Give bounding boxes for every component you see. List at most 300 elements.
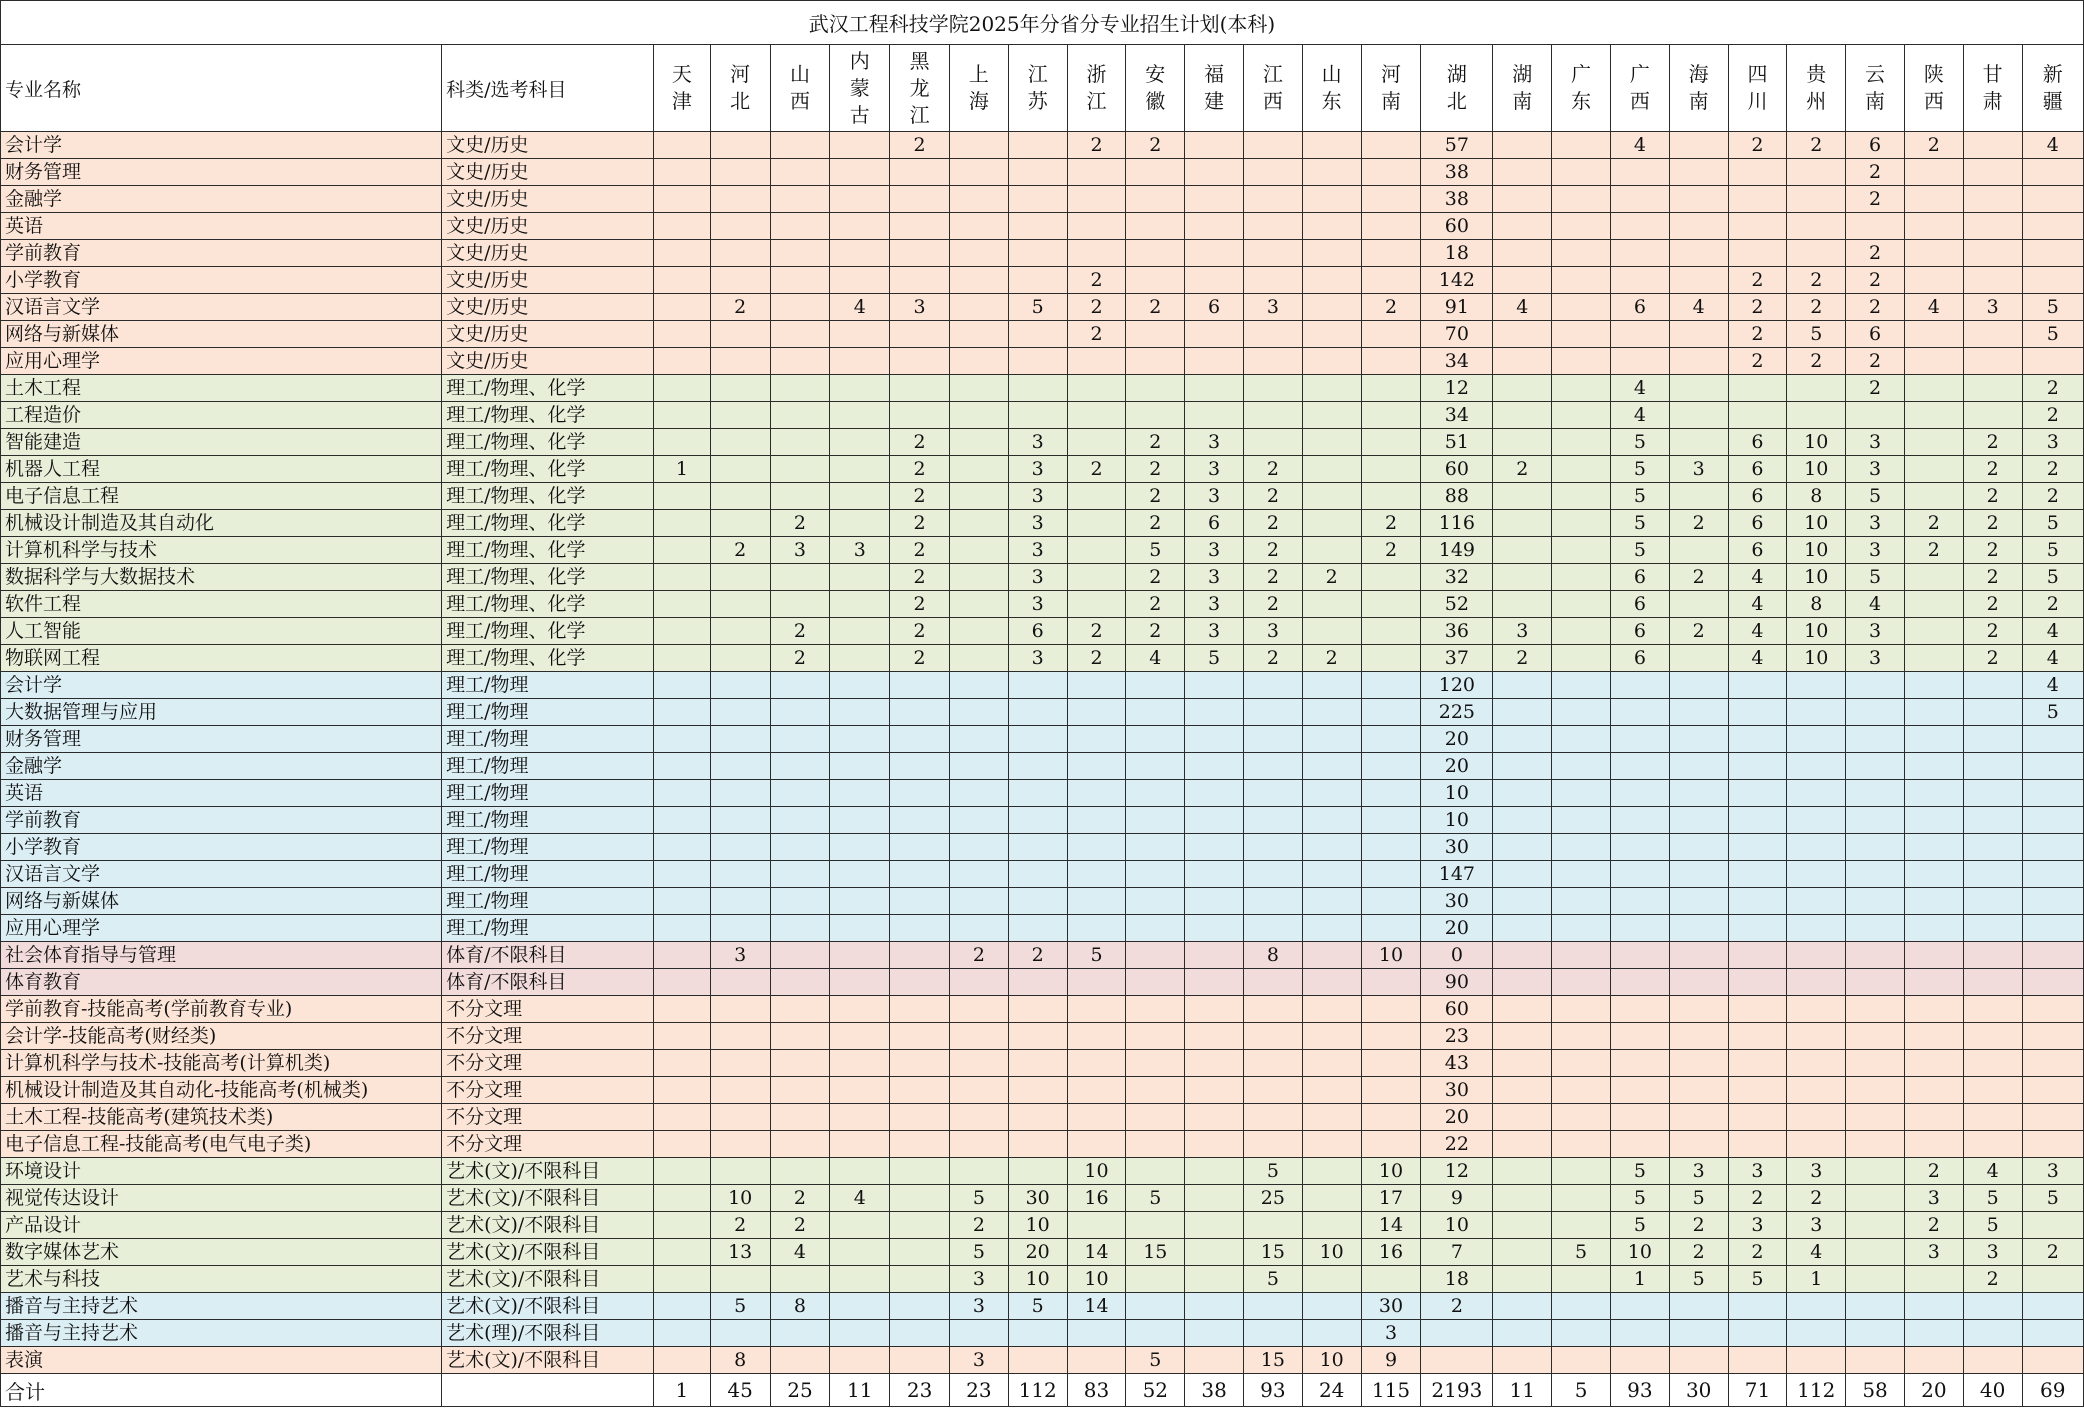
quota-cell (1302, 834, 1361, 861)
quota-cell (1963, 807, 2022, 834)
quota-cell (1243, 1131, 1302, 1158)
quota-cell (2022, 834, 2083, 861)
quota-cell (1552, 537, 1611, 564)
quota-cell: 3 (1846, 537, 1905, 564)
quota-cell: 6 (1610, 591, 1669, 618)
quota-cell (1552, 996, 1611, 1023)
quota-cell: 20 (1421, 753, 1493, 780)
quota-cell (1126, 780, 1185, 807)
quota-cell (1493, 1293, 1552, 1320)
quota-cell (1904, 1131, 1963, 1158)
table-row (1, 699, 2084, 726)
quota-cell: 70 (1421, 321, 1493, 348)
quota-cell (1787, 753, 1846, 780)
quota-cell (890, 996, 950, 1023)
quota-cell: 2 (1243, 645, 1302, 672)
quota-cell: 2 (1846, 375, 1905, 402)
quota-cell (2022, 888, 2083, 915)
header-province: 山 东 (1302, 45, 1361, 132)
category-cell: 体育/不限科目 (442, 942, 654, 969)
quota-cell: 5 (1243, 1158, 1302, 1185)
quota-cell (1904, 1023, 1963, 1050)
category-cell: 理工/物理、化学 (442, 618, 654, 645)
quota-cell (1610, 726, 1669, 753)
category-cell: 理工/物理 (442, 699, 654, 726)
quota-cell (710, 753, 770, 780)
quota-cell (2022, 267, 2083, 294)
table-row (1, 942, 2084, 969)
quota-cell: 5 (1008, 1293, 1067, 1320)
quota-cell: 2 (770, 645, 830, 672)
table-row (1, 213, 2084, 240)
quota-cell (1963, 1347, 2022, 1374)
quota-cell: 51 (1421, 429, 1493, 456)
quota-cell (653, 1212, 710, 1239)
quota-cell (1126, 699, 1185, 726)
quota-cell (830, 672, 890, 699)
quota-cell (770, 321, 830, 348)
quota-cell (1728, 969, 1787, 996)
table-row (1, 1212, 2084, 1239)
quota-cell (653, 1158, 710, 1185)
quota-cell: 3 (1846, 645, 1905, 672)
quota-cell: 225 (1421, 699, 1493, 726)
quota-cell (1669, 537, 1728, 564)
quota-cell (1493, 267, 1552, 294)
quota-cell (1302, 429, 1361, 456)
quota-cell (1669, 807, 1728, 834)
quota-cell (890, 915, 950, 942)
quota-cell: 10 (710, 1185, 770, 1212)
quota-cell (1610, 1023, 1669, 1050)
quota-cell: 5 (1846, 483, 1905, 510)
quota-cell (1552, 1131, 1611, 1158)
quota-cell (1008, 996, 1067, 1023)
quota-cell: 16 (1067, 1185, 1126, 1212)
total-cell: 40 (1963, 1374, 2022, 1407)
quota-cell (1669, 591, 1728, 618)
quota-cell (1904, 1104, 1963, 1131)
quota-cell: 20 (1421, 915, 1493, 942)
quota-cell (1493, 1347, 1552, 1374)
quota-cell: 2 (1067, 645, 1126, 672)
quota-cell (1493, 1266, 1552, 1293)
quota-cell (1493, 375, 1552, 402)
quota-cell (653, 1239, 710, 1266)
quota-cell (1728, 1104, 1787, 1131)
quota-cell: 3 (890, 294, 950, 321)
quota-cell: 5 (2022, 510, 2083, 537)
quota-cell (1493, 996, 1552, 1023)
quota-cell (830, 618, 890, 645)
quota-cell: 6 (1728, 429, 1787, 456)
quota-cell (1361, 888, 1421, 915)
quota-cell: 2 (1728, 321, 1787, 348)
quota-cell (950, 375, 1009, 402)
quota-cell (1552, 1266, 1611, 1293)
quota-cell: 10 (1361, 942, 1421, 969)
header-province: 湖 南 (1493, 45, 1552, 132)
table-row (1, 969, 2084, 996)
quota-cell (950, 537, 1009, 564)
major-name: 汉语言文学 (1, 294, 442, 321)
quota-cell: 2 (1963, 618, 2022, 645)
quota-cell (1185, 159, 1244, 186)
quota-cell (890, 942, 950, 969)
quota-cell (1963, 240, 2022, 267)
quota-cell (2022, 969, 2083, 996)
quota-cell (1669, 726, 1728, 753)
quota-cell (1728, 1293, 1787, 1320)
category-cell: 理工/物理 (442, 807, 654, 834)
quota-cell (1361, 267, 1421, 294)
quota-cell (1302, 1320, 1361, 1347)
category-cell: 不分文理 (442, 1131, 654, 1158)
category-cell: 不分文理 (442, 996, 654, 1023)
quota-cell (830, 186, 890, 213)
quota-cell (710, 159, 770, 186)
category-cell: 文史/历史 (442, 213, 654, 240)
quota-cell (770, 807, 830, 834)
table-row (1, 834, 2084, 861)
quota-cell (653, 915, 710, 942)
quota-cell (1610, 969, 1669, 996)
quota-cell: 2 (1243, 591, 1302, 618)
quota-cell: 2 (1787, 1185, 1846, 1212)
table-row (1, 807, 2084, 834)
quota-cell: 5 (1067, 942, 1126, 969)
quota-cell (1728, 1050, 1787, 1077)
quota-cell: 2 (2022, 456, 2083, 483)
quota-cell (1963, 1050, 2022, 1077)
quota-cell (1302, 807, 1361, 834)
quota-cell: 2 (710, 294, 770, 321)
quota-cell (1493, 132, 1552, 159)
quota-cell (1243, 969, 1302, 996)
header-province: 甘 肃 (1963, 45, 2022, 132)
quota-cell (710, 402, 770, 429)
major-name: 学前教育 (1, 807, 442, 834)
quota-cell (770, 834, 830, 861)
quota-cell (890, 1104, 950, 1131)
quota-cell (1846, 213, 1905, 240)
quota-cell (1185, 1131, 1244, 1158)
quota-cell (890, 1293, 950, 1320)
quota-cell (830, 1158, 890, 1185)
quota-cell (653, 213, 710, 240)
table-row (1, 1050, 2084, 1077)
quota-cell: 2 (1361, 537, 1421, 564)
quota-cell: 2 (2022, 402, 2083, 429)
quota-cell (2022, 780, 2083, 807)
quota-cell (710, 348, 770, 375)
quota-cell (1243, 1293, 1302, 1320)
quota-cell: 2 (770, 510, 830, 537)
quota-cell (710, 1077, 770, 1104)
quota-cell: 5 (1008, 294, 1067, 321)
quota-cell (653, 267, 710, 294)
major-name: 学前教育 (1, 240, 442, 267)
quota-cell (1008, 753, 1067, 780)
quota-cell: 3 (2022, 429, 2083, 456)
quota-cell (1008, 1050, 1067, 1077)
quota-cell (1361, 1050, 1421, 1077)
quota-cell (1008, 672, 1067, 699)
table-row (1, 1239, 2084, 1266)
quota-cell (770, 915, 830, 942)
quota-cell (890, 834, 950, 861)
quota-cell: 149 (1421, 537, 1493, 564)
quota-cell: 2 (1302, 564, 1361, 591)
quota-cell (1361, 1023, 1421, 1050)
quota-cell (1728, 1077, 1787, 1104)
quota-cell (770, 1158, 830, 1185)
quota-cell (1787, 699, 1846, 726)
quota-cell (1846, 1131, 1905, 1158)
quota-cell (950, 672, 1009, 699)
category-cell: 文史/历史 (442, 132, 654, 159)
quota-cell (950, 564, 1009, 591)
quota-cell (950, 456, 1009, 483)
table-row (1, 1077, 2084, 1104)
quota-cell (1493, 159, 1552, 186)
quota-cell: 2 (1669, 618, 1728, 645)
quota-cell (1963, 969, 2022, 996)
quota-cell: 10 (1421, 1212, 1493, 1239)
total-cell: 69 (2022, 1374, 2083, 1407)
quota-cell: 2 (1669, 510, 1728, 537)
total-cell: 20 (1904, 1374, 1963, 1407)
quota-cell (1669, 969, 1728, 996)
quota-cell (1610, 321, 1669, 348)
quota-cell (1904, 780, 1963, 807)
quota-cell (1904, 1050, 1963, 1077)
table-row (1, 294, 2084, 321)
quota-cell: 1 (1787, 1266, 1846, 1293)
quota-cell (1610, 159, 1669, 186)
quota-cell (1787, 834, 1846, 861)
quota-cell: 3 (1846, 510, 1905, 537)
table-row (1, 429, 2084, 456)
quota-cell (1904, 159, 1963, 186)
quota-cell (1846, 753, 1905, 780)
quota-cell: 60 (1421, 213, 1493, 240)
quota-cell (1610, 834, 1669, 861)
quota-cell (1787, 861, 1846, 888)
major-name: 体育教育 (1, 969, 442, 996)
major-name: 物联网工程 (1, 645, 442, 672)
table-row (1, 888, 2084, 915)
quota-cell (1008, 213, 1067, 240)
quota-cell (950, 213, 1009, 240)
quota-cell (830, 1023, 890, 1050)
quota-cell: 2 (1904, 537, 1963, 564)
quota-cell (2022, 753, 2083, 780)
quota-cell: 2 (770, 618, 830, 645)
total-cell: 52 (1126, 1374, 1185, 1407)
total-cell: 2193 (1421, 1374, 1493, 1407)
quota-cell: 4 (1728, 591, 1787, 618)
quota-cell: 60 (1421, 456, 1493, 483)
quota-cell (1552, 645, 1611, 672)
quota-cell (1185, 375, 1244, 402)
quota-cell (1185, 780, 1244, 807)
table-row (1, 456, 2084, 483)
quota-cell: 2 (1126, 294, 1185, 321)
quota-cell: 6 (1610, 645, 1669, 672)
table-row (1, 726, 2084, 753)
quota-cell (830, 564, 890, 591)
quota-cell (890, 780, 950, 807)
quota-cell (1846, 1347, 1905, 1374)
table-row (1, 537, 2084, 564)
quota-cell (1067, 1347, 1126, 1374)
quota-cell (1552, 780, 1611, 807)
quota-cell: 10 (1787, 618, 1846, 645)
quota-cell (1361, 456, 1421, 483)
quota-cell: 2 (1126, 132, 1185, 159)
quota-cell (950, 618, 1009, 645)
quota-cell (1904, 942, 1963, 969)
major-name: 数据科学与大数据技术 (1, 564, 442, 591)
quota-cell (1610, 807, 1669, 834)
quota-cell (1243, 834, 1302, 861)
quota-cell (710, 699, 770, 726)
quota-cell (1243, 1320, 1302, 1347)
quota-cell: 2 (1963, 645, 2022, 672)
quota-cell (1008, 780, 1067, 807)
quota-cell (1904, 456, 1963, 483)
table-row (1, 402, 2084, 429)
quota-cell (1904, 1320, 1963, 1347)
total-cell: 71 (1728, 1374, 1787, 1407)
quota-cell: 3 (1963, 1239, 2022, 1266)
quota-cell: 8 (1243, 942, 1302, 969)
quota-cell (890, 1131, 950, 1158)
quota-cell (890, 1212, 950, 1239)
quota-cell (1493, 1212, 1552, 1239)
quota-cell: 2 (1963, 537, 2022, 564)
major-name: 智能建造 (1, 429, 442, 456)
quota-cell (1493, 1077, 1552, 1104)
quota-cell (1243, 996, 1302, 1023)
quota-cell (1302, 618, 1361, 645)
quota-cell (710, 1131, 770, 1158)
quota-cell (1185, 942, 1244, 969)
quota-cell: 2 (1126, 591, 1185, 618)
quota-cell (1421, 1347, 1493, 1374)
quota-cell (830, 1077, 890, 1104)
table-row (1, 780, 2084, 807)
quota-cell (1963, 861, 2022, 888)
quota-cell (770, 672, 830, 699)
major-name: 大数据管理与应用 (1, 699, 442, 726)
quota-cell (1185, 1293, 1244, 1320)
quota-cell (950, 969, 1009, 996)
quota-cell (1552, 483, 1611, 510)
quota-cell (1669, 429, 1728, 456)
quota-cell (770, 1266, 830, 1293)
quota-cell (1552, 1077, 1611, 1104)
quota-cell (1361, 348, 1421, 375)
quota-cell (1302, 267, 1361, 294)
quota-cell (1552, 348, 1611, 375)
header-province: 江 苏 (1008, 45, 1067, 132)
quota-cell (770, 564, 830, 591)
quota-cell (1963, 1320, 2022, 1347)
quota-cell (1361, 861, 1421, 888)
table-row (1, 375, 2084, 402)
major-name: 电子信息工程-技能高考(电气电子类) (1, 1131, 442, 1158)
quota-cell: 2 (1963, 591, 2022, 618)
quota-cell (770, 402, 830, 429)
quota-cell (830, 726, 890, 753)
quota-cell (1493, 726, 1552, 753)
quota-cell (1361, 996, 1421, 1023)
quota-cell (1669, 375, 1728, 402)
quota-cell (1126, 672, 1185, 699)
quota-cell: 3 (1669, 1158, 1728, 1185)
quota-cell (950, 888, 1009, 915)
category-cell: 理工/物理、化学 (442, 429, 654, 456)
quota-cell (1361, 429, 1421, 456)
quota-cell: 2 (1846, 348, 1905, 375)
quota-cell (1493, 1158, 1552, 1185)
quota-cell (1126, 1158, 1185, 1185)
quota-cell: 36 (1421, 618, 1493, 645)
quota-cell (830, 267, 890, 294)
quota-cell: 2 (1067, 267, 1126, 294)
category-cell: 理工/物理、化学 (442, 375, 654, 402)
quota-cell: 57 (1421, 132, 1493, 159)
quota-cell: 2 (1126, 510, 1185, 537)
quota-cell (653, 1266, 710, 1293)
category-cell: 理工/物理 (442, 834, 654, 861)
quota-cell (1302, 402, 1361, 429)
category-cell: 理工/物理、化学 (442, 483, 654, 510)
quota-cell (1302, 996, 1361, 1023)
quota-cell (1552, 726, 1611, 753)
quota-cell (653, 1320, 710, 1347)
quota-cell (1728, 1131, 1787, 1158)
quota-cell (653, 483, 710, 510)
quota-cell (1243, 1104, 1302, 1131)
quota-cell (1552, 1185, 1611, 1212)
quota-cell (770, 780, 830, 807)
quota-cell (1669, 1077, 1728, 1104)
quota-cell (770, 942, 830, 969)
quota-cell (1067, 537, 1126, 564)
quota-cell (1126, 1212, 1185, 1239)
quota-cell: 12 (1421, 1158, 1493, 1185)
quota-cell (1302, 1293, 1361, 1320)
quota-cell: 2 (1243, 483, 1302, 510)
quota-cell (1963, 699, 2022, 726)
quota-cell: 2 (890, 645, 950, 672)
header-province: 广 东 (1552, 45, 1611, 132)
quota-cell (1493, 780, 1552, 807)
quota-cell (1067, 591, 1126, 618)
total-cell: 24 (1302, 1374, 1361, 1407)
quota-cell (1552, 1158, 1611, 1185)
quota-cell (1846, 1320, 1905, 1347)
quota-cell (1904, 402, 1963, 429)
quota-cell (1185, 1239, 1244, 1266)
quota-cell (2022, 1077, 2083, 1104)
quota-cell (1552, 1050, 1611, 1077)
quota-cell (1963, 267, 2022, 294)
quota-cell (1904, 267, 1963, 294)
